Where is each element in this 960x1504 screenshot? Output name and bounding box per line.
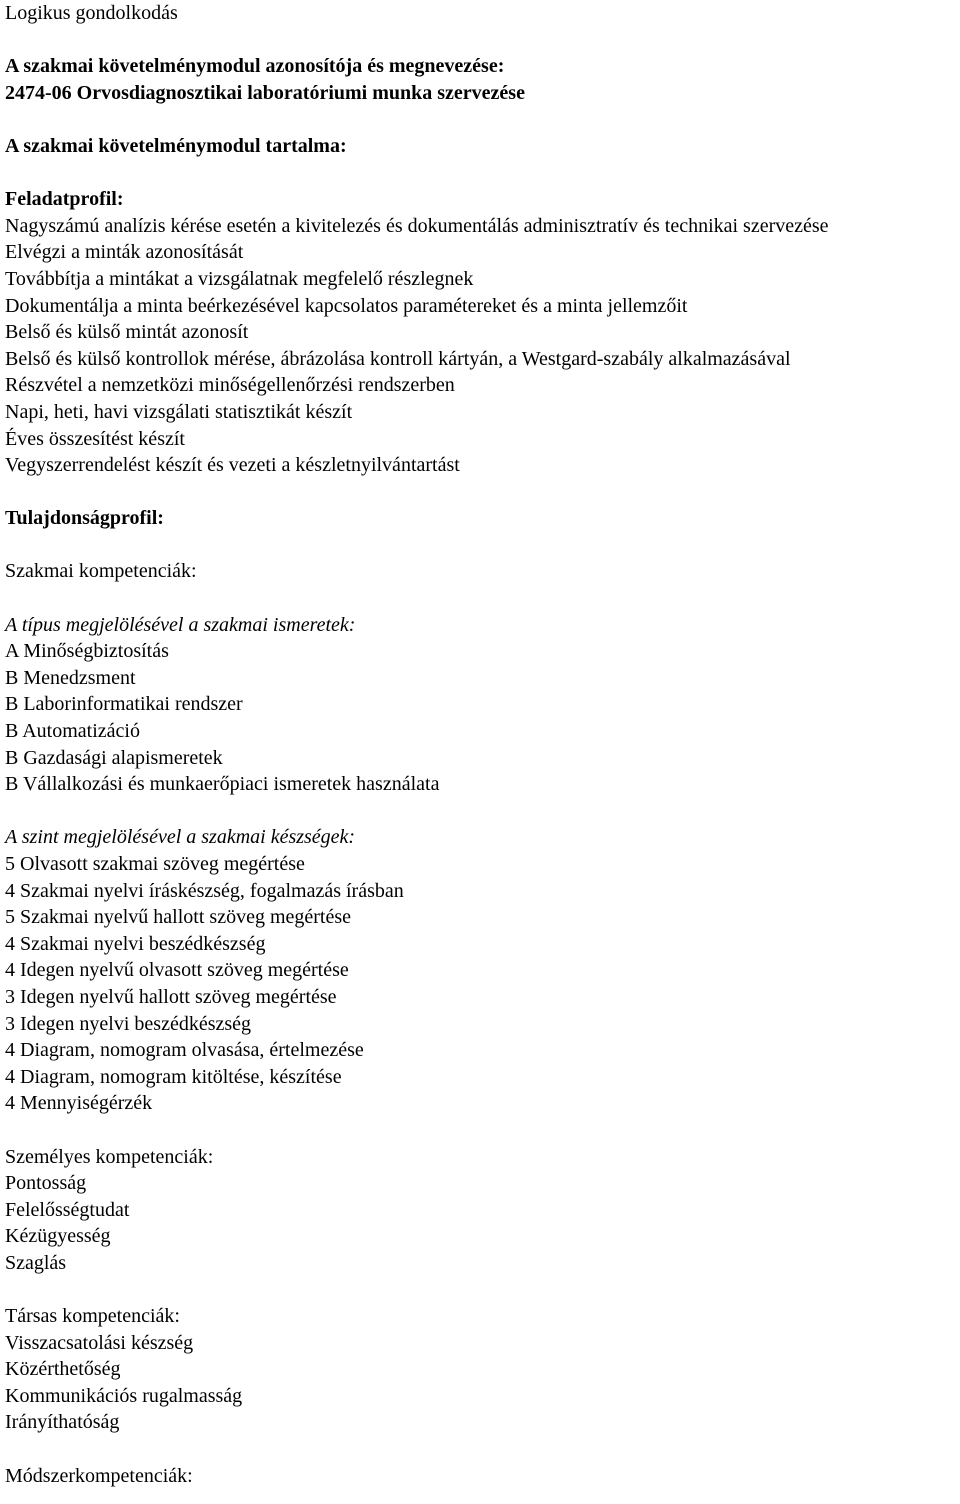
list-item: Belső és külső mintát azonosít (5, 321, 249, 344)
list-item: Részvétel a nemzetközi minőségellenőrzési rendszerben (5, 374, 455, 397)
spacer (5, 106, 955, 133)
task-profile-heading: Feladatprofil: (5, 188, 124, 211)
property-profile-heading: Tulajdonságprofil: (5, 507, 164, 530)
social-competencies-heading: Társas kompetenciák: (5, 1305, 180, 1328)
list-item: 5 Szakmai nyelvű hallott szöveg megértése (5, 906, 352, 929)
list-item: 4 Idegen nyelvű olvasott szöveg megértése (5, 959, 349, 982)
list-item: 4 Szakmai nyelvi beszédkészség (5, 932, 266, 955)
list-item: Vegyszerrendelést készít és vezeti a készletnyilvántartást (5, 454, 460, 477)
spacer (5, 532, 955, 559)
methodological-competencies-heading: Módszerkompetenciák: (5, 1464, 193, 1487)
skills-list (5, 851, 955, 1117)
spacer (5, 1277, 955, 1304)
spacer (5, 1436, 955, 1463)
personal-list (5, 1170, 955, 1276)
knowledge-heading: A típus megjelölésével a szakmai ismeretek: (5, 613, 356, 636)
list-item: B Vállalkozási és munkaerőpiaci ismeretek használata (5, 773, 440, 796)
list-item: A Minőségbiztosítás (5, 640, 169, 663)
list-item: 3 Idegen nyelvű hallott szöveg megértése (5, 985, 337, 1008)
list-item: 3 Idegen nyelvi beszédkészség (5, 1012, 252, 1035)
list-item: Dokumentálja a minta beérkezésével kapcsolatos paramétereket és a minta jellemzőit (5, 294, 688, 317)
module-id-value: 2474-06 Orvosdiagnosztikai laboratóriumi munka szervezése (5, 81, 525, 104)
spacer (5, 479, 955, 506)
list-item: 5 Olvasott szakmai szöveg megértése (5, 853, 305, 875)
list-item: B Automatizáció (5, 720, 140, 743)
list-item: Visszacsatolási készség (5, 1331, 194, 1354)
module-content-heading: A szakmai követelménymodul tartalma: (5, 134, 347, 157)
list-item: B Menedzsment (5, 666, 136, 689)
list-item: Elvégzi a minták azonosítását (5, 241, 244, 264)
spacer (5, 798, 955, 825)
list-item: Közérthetőség (5, 1358, 121, 1381)
module-id-heading: A szakmai követelménymodul azonosítója és megnevezése: (5, 55, 505, 78)
list-item: 4 Mennyiségérzék (5, 1092, 153, 1115)
list-item: Felelősségtudat (5, 1198, 130, 1221)
personal-competencies-heading: Személyes kompetenciák: (5, 1145, 214, 1168)
spacer (5, 1117, 955, 1144)
list-item: Szaglás (5, 1251, 67, 1274)
spacer (5, 160, 955, 187)
social-list (5, 1330, 955, 1436)
list-item: Kommunikációs rugalmasság (5, 1384, 243, 1407)
list-item: Irányíthatóság (5, 1411, 120, 1434)
page-title: Logikus gondolkodás (5, 2, 178, 24)
task-profile-list (5, 213, 955, 479)
spacer (5, 585, 955, 612)
knowledge-list (5, 638, 955, 798)
list-item: Továbbítja a mintákat a vizsgálatnak megfelelő részlegnek (5, 267, 474, 290)
list-item: B Gazdasági alapismeretek (5, 746, 223, 769)
professional-competencies-heading: Szakmai kompetenciák: (5, 560, 197, 583)
list-item: Belső és külső kontrollok mérése, ábrázolása kontroll kártyán, a Westgard-szabály alkalmazásával (5, 347, 791, 370)
list-item: Napi, heti, havi vizsgálati statisztikát készít (5, 400, 353, 423)
list-item: 4 Diagram, nomogram kitöltése, készítése (5, 1065, 342, 1088)
spacer (5, 27, 955, 54)
skills-heading: A szint megjelölésével a szakmai készségek: (5, 826, 356, 849)
list-item: 4 Diagram, nomogram olvasása, értelmezése (5, 1039, 364, 1062)
document-page (5, 0, 955, 1489)
list-item: Kézügyesség (5, 1225, 111, 1248)
list-item: B Laborinformatikai rendszer (5, 693, 243, 716)
list-item: 4 Szakmai nyelvi íráskészség, fogalmazás írásban (5, 879, 404, 902)
list-item: Éves összesítést készít (5, 427, 185, 450)
list-item: Nagyszámú analízis kérése esetén a kivitelezés és dokumentálás adminisztratív és technikai szervezése (5, 214, 829, 237)
list-item: Pontosság (5, 1172, 87, 1195)
